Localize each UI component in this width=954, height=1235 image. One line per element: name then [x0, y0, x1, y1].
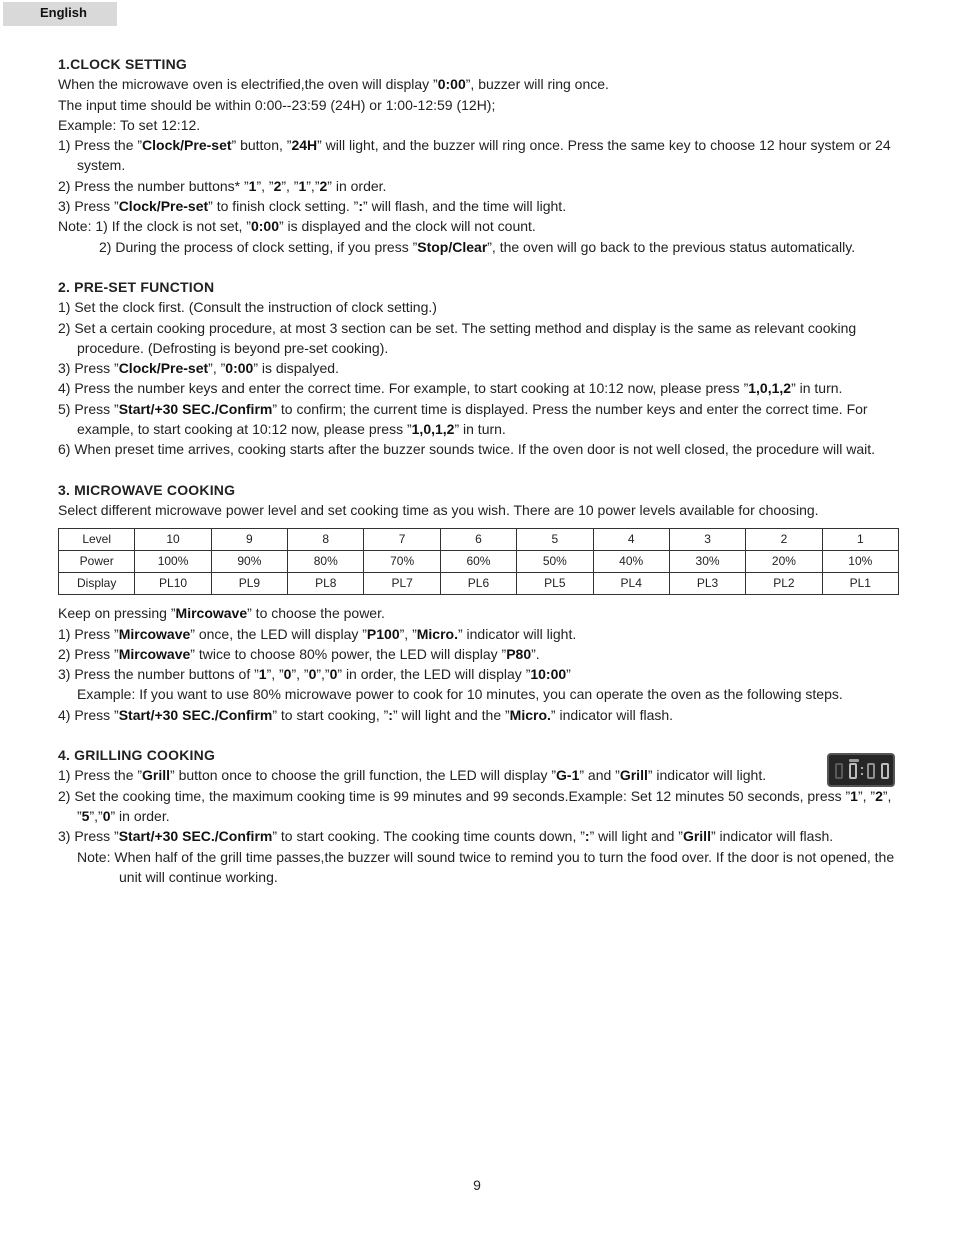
table-cell: 90% [211, 551, 287, 573]
microwave-intro: Select different microwave power level and set cooking time as you wish. There are 10 power levels available for choosing. [58, 501, 819, 518]
table-cell: Display [59, 573, 135, 595]
microwave-step-4: 4) Press ”Start/+30 SEC./Confirm” to start cooking, ”:” will light and the ”Micro.” indicator will flash. [58, 706, 674, 723]
microwave-section-title: 3. MICROWAVE COOKING [58, 481, 236, 498]
power-level-table [58, 528, 899, 595]
table-cell: 10 [135, 529, 211, 551]
preset-step-2: 2) Set a certain cooking procedure, at most 3 section can be set. The setting method and display is the same as relevant cooking procedure. (Defrosting is beyond pre-set cooking). [58, 319, 857, 356]
manual-content [58, 54, 904, 887]
table-cell: 80% [288, 551, 364, 573]
clock-section-title: 1.CLOCK SETTING [58, 56, 188, 72]
led-display-image [827, 753, 895, 787]
table-cell: 7 [364, 529, 440, 551]
table-cell: Level [59, 529, 135, 551]
microwave-example: Example: If you want to use 80% microwave power to cook for 10 minutes, you can operate the oven as the following steps. [77, 686, 843, 703]
microwave-keep-pressing: Keep on pressing ”Mircowave” to choose the power. [58, 605, 385, 622]
language-tab: English [3, 2, 117, 26]
table-cell: 30% [669, 551, 745, 573]
table-cell: PL2 [746, 573, 822, 595]
microwave-step-2: 2) Press ”Mircowave” twice to choose 80% power, the LED will display ”P80”. [58, 645, 540, 662]
microwave-step-3: 3) Press the number buttons of ”1”, ”0”, ”0”,”0” in order, the LED will display ”10:00” [58, 666, 571, 683]
preset-section-title: 2. PRE-SET FUNCTION [58, 278, 215, 295]
table-row [59, 529, 899, 551]
table-cell: 70% [364, 551, 440, 573]
grill-step-2: 2) Set the cooking time, the maximum cooking time is 99 minutes and 99 seconds.Example: Set 12 minutes 50 seconds, press ”1”, ”2”, ”5”,”0” in order. [58, 787, 892, 824]
led-digit [849, 763, 857, 779]
table-cell: 10% [822, 551, 898, 573]
grill-note: Note: When half of the grill time passes,the buzzer will sound twice to remind you to turn the food over. If the door is not opened, the unit will continue working. [77, 848, 895, 885]
table-cell: PL1 [822, 573, 898, 595]
led-digit [835, 763, 843, 779]
led-indicator [849, 759, 859, 762]
clock-intro-line: When the microwave oven is electrified,the oven will display ”0:00”, buzzer will ring once. [58, 76, 609, 93]
table-cell: 9 [211, 529, 287, 551]
table-cell: 20% [746, 551, 822, 573]
table-cell: 60% [440, 551, 516, 573]
table-cell: PL7 [364, 573, 440, 595]
preset-step-3: 3) Press ”Clock/Pre-set”, ”0:00” is dispalyed. [58, 360, 339, 377]
preset-step-6: 6) When preset time arrives, cooking starts after the buzzer sounds twice. If the oven door is not well closed, the procedure will wait. [58, 441, 876, 458]
preset-step-5: 5) Press ”Start/+30 SEC./Confirm” to confirm; the current time is displayed. Press the number keys and enter the correct time. For example, to start cooking at 10:12 now, please press ”1,0,1,2” in turn. [58, 400, 868, 438]
led-digit [867, 763, 875, 779]
table-cell: 2 [746, 529, 822, 551]
clock-note-2: 2) During the process of clock setting, if you press ”Stop/Clear”, the oven will go back to the previous status automatically. [99, 238, 856, 255]
grill-step-1-wrap [58, 765, 904, 785]
table-cell: PL5 [517, 573, 593, 595]
grill-section-title: 4. GRILLING COOKING [58, 747, 216, 764]
table-cell: PL8 [288, 573, 364, 595]
grill-step-3: 3) Press ”Start/+30 SEC./Confirm” to start cooking. The cooking time counts down, ”:” will light and ”Grill” indicator will flash. [58, 828, 834, 845]
table-row [59, 551, 899, 573]
clock-note-1: Note: 1) If the clock is not set, ”0:00” is displayed and the clock will not count. [58, 218, 536, 235]
led-digit [881, 763, 889, 779]
microwave-step-1: 1) Press ”Mircowave” once, the LED will display ”P100”, ”Micro.” indicator will light. [58, 625, 577, 642]
table-row [59, 573, 899, 595]
table-cell: 100% [135, 551, 211, 573]
table-cell: PL6 [440, 573, 516, 595]
table-cell: PL3 [669, 573, 745, 595]
table-cell: 40% [593, 551, 669, 573]
table-cell: 1 [822, 529, 898, 551]
clock-step-3: 3) Press ”Clock/Pre-set” to finish clock setting. ”:” will flash, and the time will light. [58, 198, 567, 215]
table-cell: PL4 [593, 573, 669, 595]
preset-step-1: 1) Set the clock first. (Consult the instruction of clock setting.) [58, 299, 437, 316]
table-cell: 6 [440, 529, 516, 551]
led-colon [861, 767, 863, 775]
grill-step-1: 1) Press the ”Grill” button once to choose the grill function, the LED will display ”G-1” and ”Grill” indicator will light. [58, 767, 767, 784]
table-cell: 3 [669, 529, 745, 551]
table-cell: 5 [517, 529, 593, 551]
table-cell: 4 [593, 529, 669, 551]
page-number: 9 [473, 1177, 481, 1193]
table-cell: Power [59, 551, 135, 573]
table-cell: PL10 [135, 573, 211, 595]
table-cell: PL9 [211, 573, 287, 595]
clock-step-1: 1) Press the ”Clock/Pre-set” button, ”24H” will light, and the buzzer will ring once. Press the same key to choose 12 hour system or 24 system. [58, 137, 891, 174]
clock-example-line: Example: To set 12:12. [58, 116, 201, 133]
table-cell: 50% [517, 551, 593, 573]
table-cell: 8 [288, 529, 364, 551]
clock-range-line: The input time should be within 0:00--23:59 (24H) or 1:00-12:59 (12H); [58, 96, 496, 113]
clock-step-2: 2) Press the number buttons* ”1”, ”2”, ”1”,”2” in order. [58, 177, 387, 194]
preset-step-4: 4) Press the number keys and enter the correct time. For example, to start cooking at 10:12 now, please press ”1,0,1,2” in turn. [58, 380, 843, 397]
